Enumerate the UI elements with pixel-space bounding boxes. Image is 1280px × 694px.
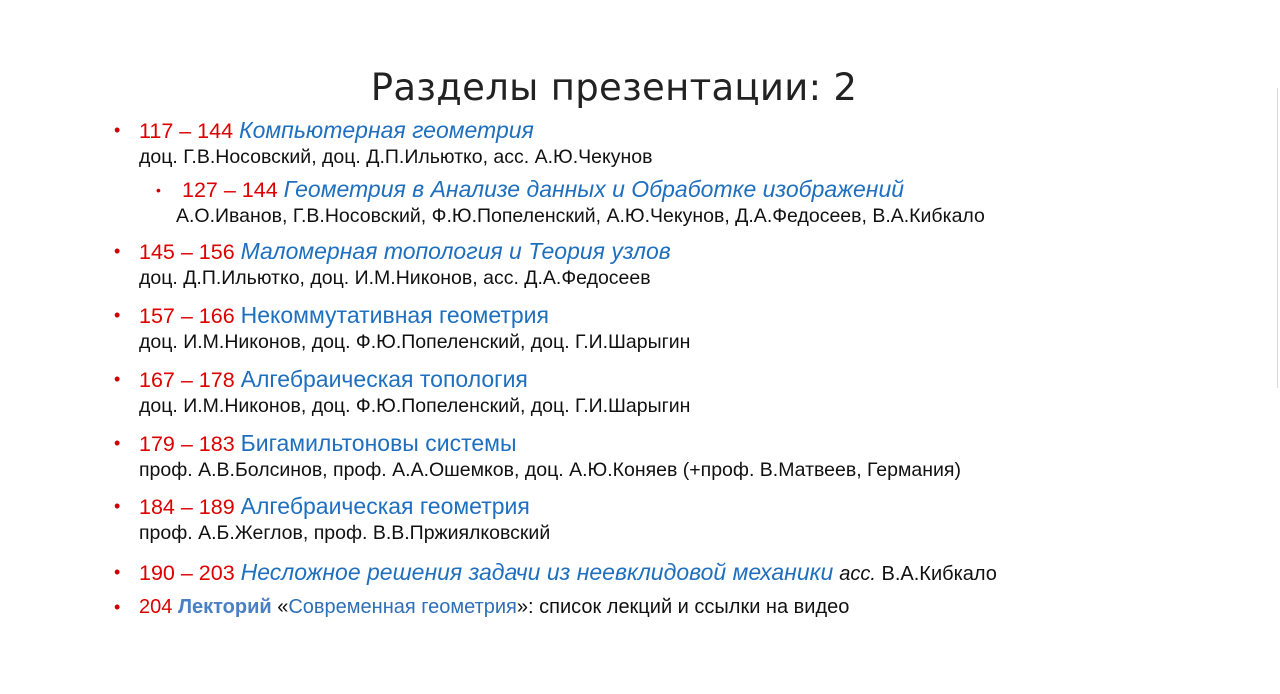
bullet-icon: • — [114, 369, 121, 389]
item-heading — [114, 238, 671, 266]
item-heading — [114, 493, 550, 521]
bullet-icon: • — [114, 120, 121, 140]
authors: проф. А.Б.Жеглов, проф. В.В.Пржиялковский — [139, 522, 551, 544]
bullet-icon: • — [114, 562, 121, 582]
bullet-icon: • — [114, 433, 121, 453]
item-heading — [114, 117, 652, 145]
page-range: 145 – 156 — [139, 240, 235, 264]
topic-title: Компьютерная геометрия — [239, 117, 534, 143]
page-range: 204 — [139, 596, 173, 618]
topic-title: Алгебраическая геометрия — [240, 493, 530, 519]
list-item-lecture — [114, 594, 849, 621]
item-heading — [114, 302, 690, 330]
topic-title: Некоммутативная геометрия — [240, 302, 549, 328]
bullet-icon: • — [156, 182, 161, 198]
authors: доц. И.М.Никонов, доц. Ф.Ю.Попеленский, доц. Г.И.Шарыгин — [139, 395, 691, 417]
bullet-icon: • — [114, 305, 121, 325]
topic-title: Геометрия в Анализе данных и Обработке изображений — [283, 176, 905, 202]
list-item — [114, 366, 690, 419]
author-rank: асс. — [839, 563, 876, 585]
page-range: 184 – 189 — [139, 495, 235, 519]
quote-open: « — [271, 596, 289, 618]
topic-title: Алгебраическая топология — [240, 366, 528, 392]
item-heading — [114, 559, 997, 588]
list-item — [114, 430, 961, 483]
list-item — [114, 493, 550, 546]
item-heading — [114, 594, 849, 621]
topic-title: Маломерная топология и Теория узлов — [240, 238, 671, 264]
list-item — [114, 238, 671, 291]
authors: А.О.Иванов, Г.В.Носовский, Ф.Ю.Попеленский, А.Ю.Чекунов, Д.А.Федосеев, В.А.Кибкало — [176, 205, 985, 227]
item-heading — [114, 366, 690, 394]
bullet-icon: • — [114, 241, 121, 261]
slide-edge-divider — [1277, 88, 1278, 388]
course-link[interactable]: Современная геометрия — [288, 596, 517, 618]
authors: доц. Г.В.Носовский, доц. Д.П.Ильютко, асс. А.Ю.Чекунов — [139, 146, 653, 168]
lecture-description: »: список лекций и ссылки на видео — [516, 596, 850, 618]
page-range: 157 – 166 — [139, 304, 235, 328]
item-heading — [156, 176, 985, 204]
lecture-link[interactable]: Лекторий — [177, 596, 272, 618]
author-name: В.А.Кибкало — [875, 563, 997, 585]
authors: доц. Д.П.Ильютко, доц. И.М.Никонов, асс. Д.А.Федосеев — [139, 267, 651, 289]
topic-title: Бигамильтоновы системы — [240, 430, 517, 456]
page-range: 127 – 144 — [182, 178, 278, 202]
item-heading — [114, 430, 961, 458]
topic-title: Несложное решения задачи из неевклидовой механики — [240, 559, 834, 585]
page-range: 117 – 144 — [139, 119, 234, 143]
list-item — [114, 559, 997, 588]
list-item — [114, 117, 652, 170]
page-range: 167 – 178 — [139, 368, 235, 392]
slide-title: Разделы презентации: 2 — [370, 66, 858, 109]
page-range: 179 – 183 — [139, 432, 235, 456]
list-item — [114, 302, 690, 355]
authors: доц. И.М.Никонов, доц. Ф.Ю.Попеленский, доц. Г.И.Шарыгин — [139, 331, 691, 353]
page-range: 190 – 203 — [139, 561, 235, 585]
bullet-icon: • — [114, 597, 121, 617]
authors: проф. А.В.Болсинов, проф. А.А.Ошемков, доц. А.Ю.Коняев (+проф. В.Матвеев, Германия) — [139, 459, 961, 481]
authors — [839, 563, 997, 585]
bullet-icon: • — [114, 496, 121, 516]
list-subitem — [156, 176, 985, 229]
